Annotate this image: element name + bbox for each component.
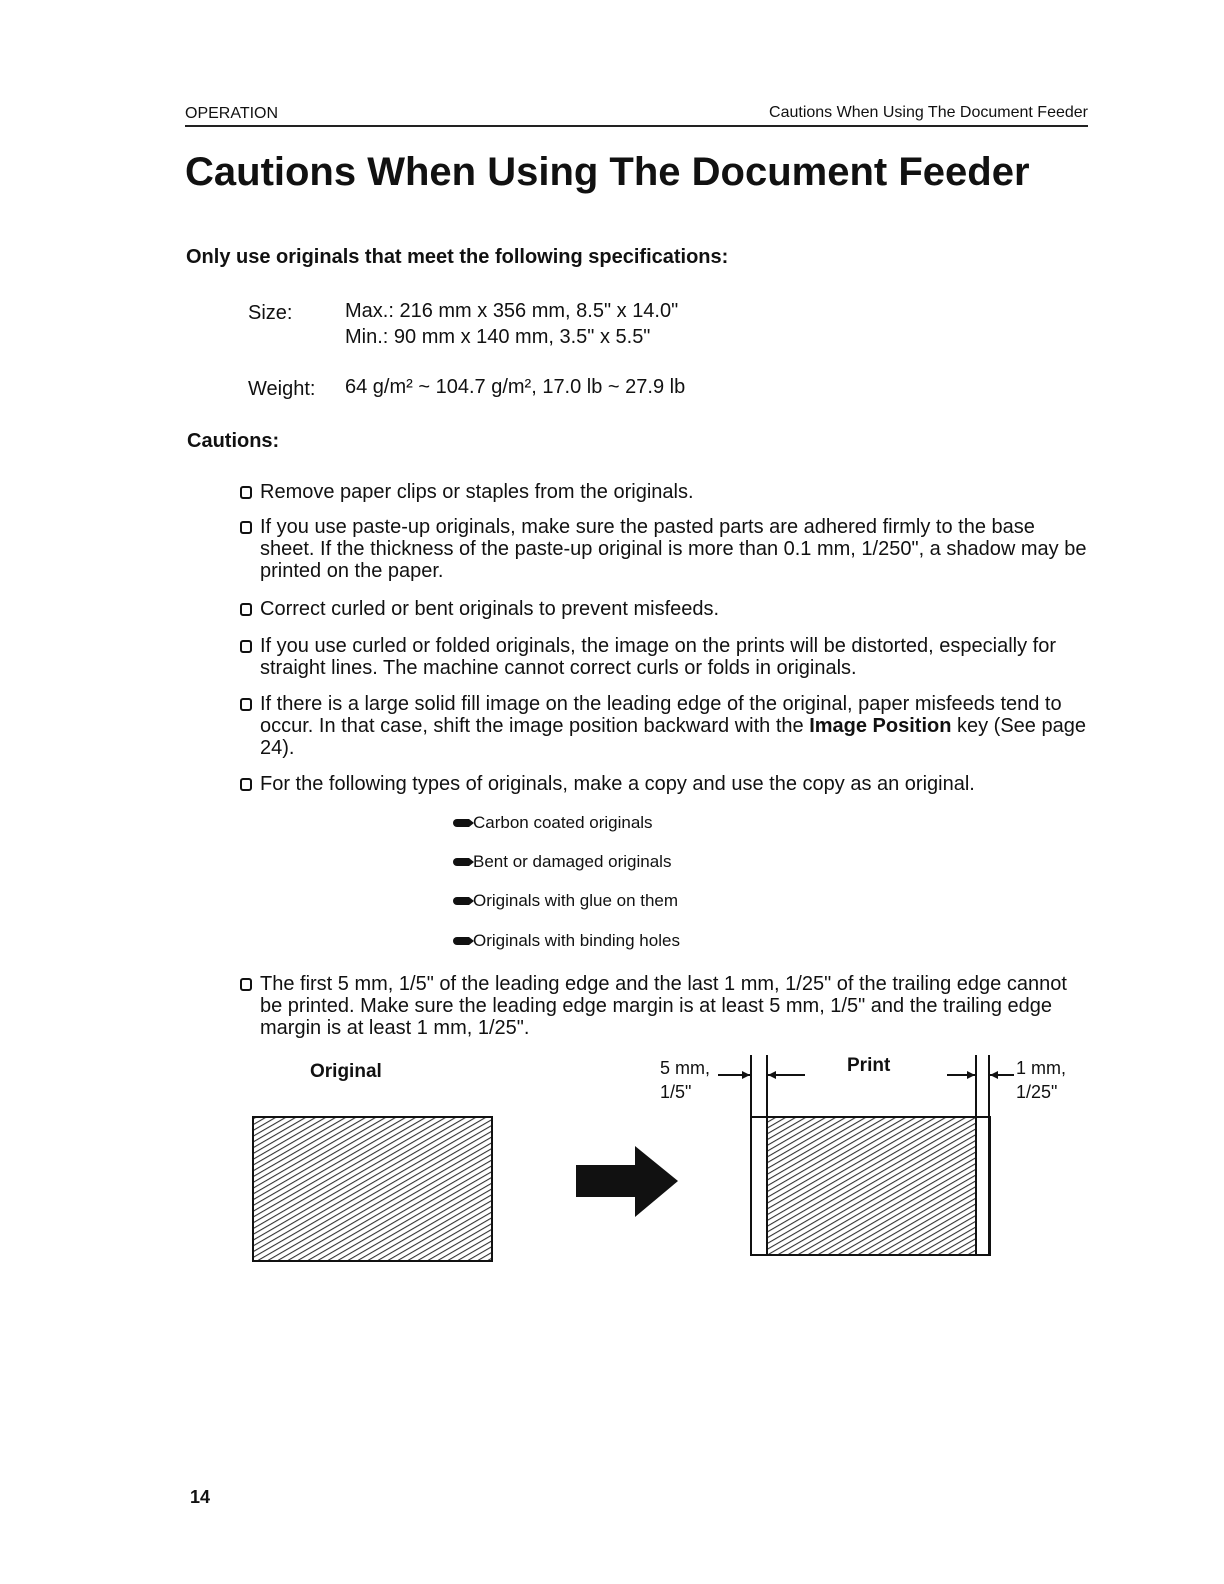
original-sheet: [253, 1117, 492, 1261]
original-label: Original: [310, 1061, 382, 1082]
specifications-heading: Only use originals that meet the following specifications:: [186, 246, 729, 268]
original-type-label: Carbon coated originals: [473, 813, 653, 832]
caution-text: Correct curled or bent originals to prevent misfeeds.: [260, 598, 720, 620]
size-min-value: Min.: 90 mm x 140 mm, 3.5" x 5.5": [345, 326, 651, 348]
caution-text: If you use curled or folded originals, the image on the prints will be distorted, especially for straight lines. The machine cannot correct curls or folds in originals.: [260, 635, 1056, 679]
weight-value: 64 g/m² ~ 104.7 g/m², 17.0 lb ~ 27.9 lb: [345, 376, 686, 398]
trailing-margin-mm: 1 mm,: [1016, 1058, 1067, 1078]
image-position-text-before: If there is a large solid fill image on the leading edge of the original, paper misfeeds tend to occur. In that case, shift the image position backward with the: [260, 693, 1062, 737]
leading-margin-mm: 5 mm,: [660, 1058, 711, 1078]
arrow-right-icon: [576, 1146, 678, 1217]
caution-text: If you use paste-up originals, make sure the pasted parts are adhered firmly to the base sheet. If the thickness of the paste-up original is more than 0.1 mm, 1/250", a shadow may be printed on the paper.: [260, 516, 1087, 582]
leading-margin-in: 1/5": [660, 1082, 692, 1102]
leading-margin-arrows: [718, 1071, 805, 1079]
print-label: Print: [847, 1055, 891, 1076]
size-label: Size:: [248, 302, 293, 324]
trailing-margin-arrows: [947, 1071, 1014, 1079]
caution-text: Remove paper clips or staples from the originals.: [260, 481, 694, 503]
header-section: OPERATION: [185, 105, 279, 122]
print-sheet: [751, 1055, 990, 1255]
caution-text: The first 5 mm, 1/5" of the leading edge and the last 1 mm, 1/25" of the trailing edge cannot be printed. Make sure the leading edge margin is at least 5 mm, 1/5" and the trailing edge margin is at least 1 mm, 1/25".: [260, 973, 1067, 1039]
header-topic: Cautions When Using The Document Feeder: [769, 104, 1088, 121]
trailing-margin-in: 1/25": [1016, 1082, 1058, 1102]
image-position-text-after: key (See page 24).: [260, 715, 1086, 759]
weight-label: Weight:: [248, 378, 316, 400]
image-position-key: Image Position: [809, 715, 952, 737]
size-max-value: Max.: 216 mm x 356 mm, 8.5" x 14.0": [345, 300, 679, 322]
page-title: Cautions When Using The Document Feeder: [185, 150, 1030, 194]
page-number: 14: [190, 1487, 211, 1507]
original-type-label: Originals with glue on them: [473, 891, 679, 910]
cautions-heading: Cautions:: [187, 430, 280, 452]
original-type-label: Originals with binding holes: [473, 931, 680, 950]
caution-text: For the following types of originals, make a copy and use the copy as an original.: [260, 773, 975, 795]
original-type-label: Bent or damaged originals: [473, 852, 672, 871]
